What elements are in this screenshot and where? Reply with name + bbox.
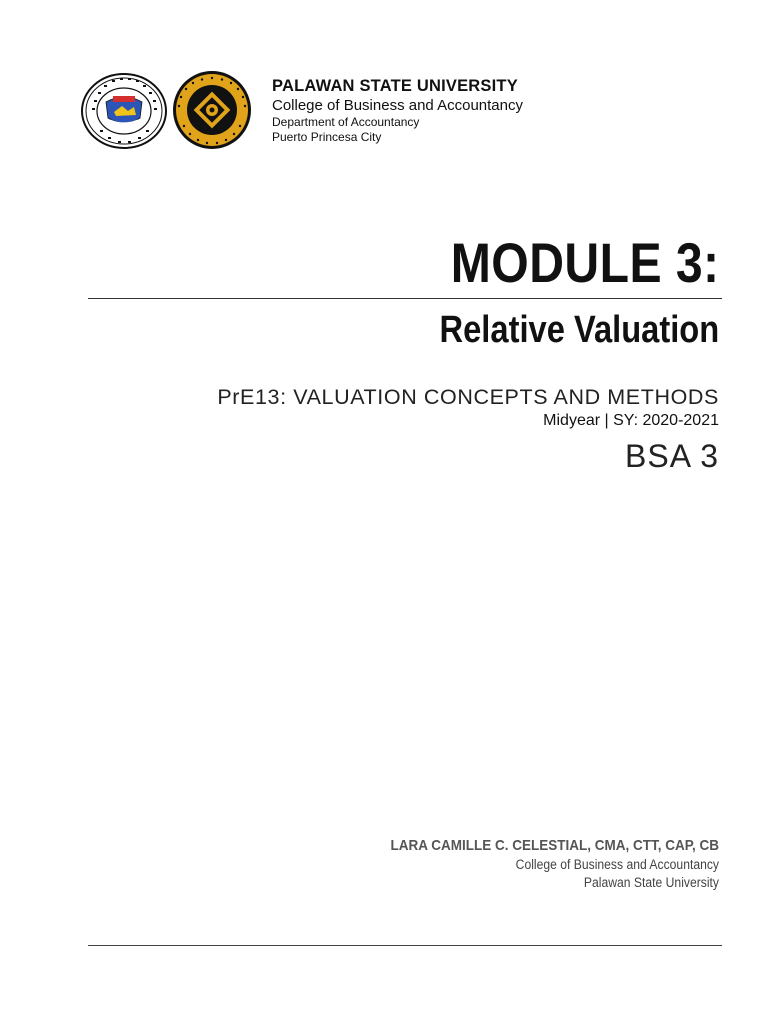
module-title: MODULE 3: [450, 231, 719, 294]
city-name: Puerto Princesa City [272, 130, 382, 144]
footer-divider [88, 945, 722, 946]
module-subtitle: Relative Valuation [439, 309, 719, 351]
title-divider [88, 298, 722, 299]
author-college: College of Business and Accountancy [515, 857, 719, 872]
institution-block [272, 76, 523, 145]
author-name: LARA CAMILLE C. CELESTIAL, CMA, CTT, CAP, CB [390, 837, 719, 854]
college-seal-logo [172, 70, 252, 150]
department-name: Department of Accountancy [272, 115, 420, 129]
term-label: Midyear | SY: 2020-2021 [543, 412, 719, 429]
author-block [354, 836, 719, 892]
university-name: PALAWAN STATE UNIVERSITY [272, 77, 518, 95]
university-seal-logo [80, 72, 168, 150]
program-label: BSA 3 [625, 438, 719, 474]
course-title: PrE13: VALUATION CONCEPTS AND METHODS [217, 385, 719, 409]
college-name: College of Business and Accountancy [272, 97, 523, 114]
author-university: Palawan State University [583, 875, 719, 890]
